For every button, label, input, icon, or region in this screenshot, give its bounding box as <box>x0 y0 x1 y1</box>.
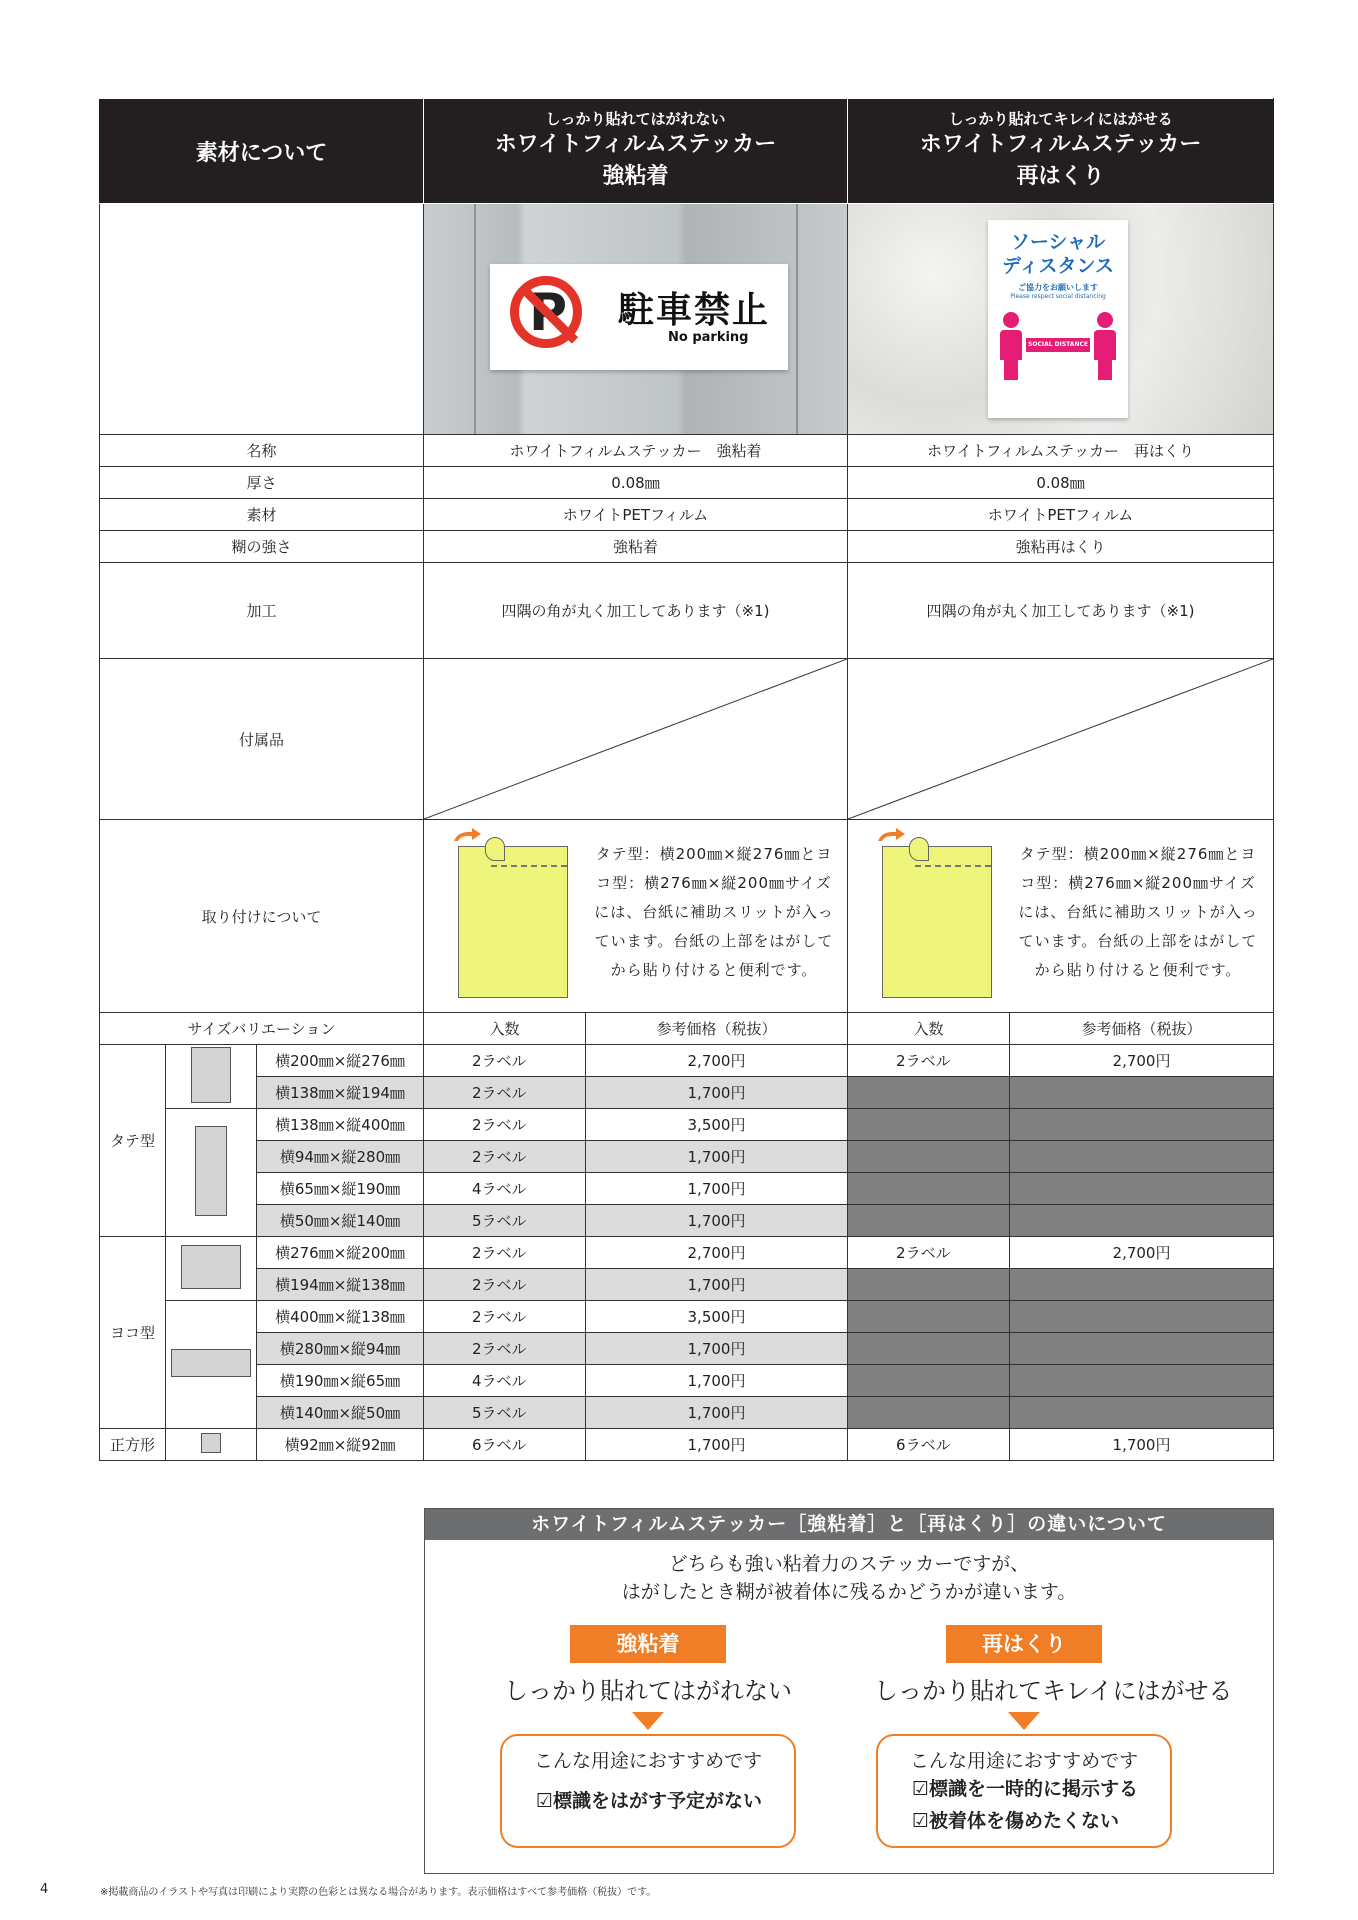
header-left: 素材について <box>100 99 424 204</box>
spec-row-name: 名称 ホワイトフィルムステッカー 強粘着 ホワイトフィルムステッカー 再はくり <box>100 435 1274 467</box>
shape-icon <box>166 1429 257 1461</box>
down-triangle-icon <box>1008 1712 1040 1730</box>
backing-sheet-icon <box>882 846 992 998</box>
photo-row <box>100 204 1274 435</box>
size-header-row: サイズバリエーション 入数 参考価格（税抜） 入数 参考価格（税抜） <box>100 1013 1274 1045</box>
spec-row-material: 素材 ホワイトPETフィルム ホワイトPETフィルム <box>100 499 1274 531</box>
unavailable-cell <box>1010 1301 1274 1333</box>
header-product-a: しっかり貼れてはがれない ホワイトフィルムステッカー 強粘着 <box>424 99 848 204</box>
person-icon <box>1000 312 1022 382</box>
group-square: 正方形 <box>100 1429 166 1461</box>
unavailable-cell <box>1010 1269 1274 1301</box>
unavailable-cell <box>848 1333 1010 1365</box>
unavailable-cell <box>848 1397 1010 1429</box>
header-product-b: しっかり貼れてキレイにはがせる ホワイトフィルムステッカー 再はくり <box>848 99 1274 204</box>
size-row: 横50㎜×縦140㎜ 5ラベル 1,700円 <box>100 1205 1274 1237</box>
no-parking-icon <box>510 276 582 348</box>
size-row: タテ型 横200㎜×縦276㎜ 2ラベル 2,700円 2ラベル 2,700円 <box>100 1045 1274 1077</box>
unavailable-cell <box>848 1109 1010 1141</box>
header-row <box>100 99 1274 204</box>
recommend-box: こんな用途におすすめです ☑標識を一時的に掲示する ☑被着体を傷めたくない <box>876 1734 1172 1848</box>
unavailable-cell <box>1010 1077 1274 1109</box>
distance-arrow: SOCIAL DISTANCE <box>1026 338 1090 352</box>
size-row: 横190㎜×縦65㎜ 4ラベル 1,700円 <box>100 1365 1274 1397</box>
mounting-b: タテ型：横200㎜×縦276㎜とヨコ型：横276㎜×縦200㎜サイズには、台紙に補助スリットが入っています。台紙の上部をはがしてから貼り付けると便利です。 <box>848 820 1274 1013</box>
size-row: 横94㎜×縦280㎜ 2ラベル 1,700円 <box>100 1141 1274 1173</box>
photo-strong-adhesive <box>424 204 848 435</box>
comparison-intro: どちらも強い粘着力のステッカーですが、 はがしたとき糊が被着体に残るかどうかが違います。 <box>621 1553 1077 1603</box>
unavailable-cell <box>1010 1141 1274 1173</box>
size-row: 横65㎜×縦190㎜ 4ラベル 1,700円 <box>100 1173 1274 1205</box>
footer-note: ※掲載商品のイラストや写真は印刷により実際の色彩とは異なる場合があります。表示価格はすべて参考価格（税抜）です。 <box>100 1887 657 1898</box>
recommend-box: こんな用途におすすめです ☑標識をはがす予定がない <box>500 1734 796 1848</box>
accessories-row: 付属品 <box>100 659 1274 820</box>
comparison-box <box>424 1508 1274 1874</box>
mounting-a: タテ型：横200㎜×縦276㎜とヨコ型：横276㎜×縦200㎜サイズには、台紙に補助スリットが入っています。台紙の上部をはがしてから貼り付けると便利です。 <box>424 820 848 1013</box>
photo-label-empty <box>100 204 424 435</box>
unavailable-cell <box>848 1365 1010 1397</box>
comparison-strong: 強粘着 しっかり貼れてはがれない こんな用途におすすめです ☑標識をはがす予定がない <box>498 1625 798 1848</box>
unavailable-cell <box>848 1301 1010 1333</box>
sign-text-en: No parking <box>668 330 749 345</box>
unavailable-cell <box>848 1141 1010 1173</box>
unavailable-cell <box>1010 1109 1274 1141</box>
peel-arrow-icon <box>876 828 906 842</box>
person-icon <box>1094 312 1116 382</box>
unavailable-cell <box>848 1173 1010 1205</box>
spec-row-processing: 加工 四隅の角が丸く加工してあります（※1) 四隅の角が丸く加工してあります（※1) <box>100 563 1274 659</box>
backing-sheet-icon <box>458 846 568 998</box>
spec-row-thickness: 厚さ 0.08㎜ 0.08㎜ <box>100 467 1274 499</box>
size-row: ヨコ型 横276㎜×縦200㎜ 2ラベル 2,700円 2ラベル 2,700円 <box>100 1237 1274 1269</box>
spec-row-adhesion: 糊の強さ 強粘着 強粘再はくり <box>100 531 1274 563</box>
group-tate: タテ型 <box>100 1045 166 1237</box>
size-row: 横138㎜×縦194㎜ 2ラベル 1,700円 <box>100 1077 1274 1109</box>
shape-icon <box>166 1301 257 1429</box>
unavailable-cell <box>1010 1205 1274 1237</box>
accessories-none-a <box>424 659 848 820</box>
size-row: 正方形 横92㎜×縦92㎜ 6ラベル 1,700円 6ラベル 1,700円 <box>100 1429 1274 1461</box>
photo-removable <box>848 204 1274 435</box>
badge-removable: 再はくり <box>946 1625 1102 1663</box>
accessories-none-b <box>848 659 1274 820</box>
sign-text-jp: 駐車禁止 <box>618 290 771 331</box>
unavailable-cell <box>1010 1333 1274 1365</box>
size-row: 横140㎜×縦50㎜ 5ラベル 1,700円 <box>100 1397 1274 1429</box>
comparison-removable: 再はくり しっかり貼れてキレイにはがせる こんな用途におすすめです ☑標識を一時的に掲示する ☑被着体を傷めたくない <box>874 1625 1174 1848</box>
social-distance-sign: ソーシャル ディスタンス ご協力をお願いします Please respect social distancing SOCIAL DISTANCE <box>988 220 1128 418</box>
spec-table-wrapper <box>99 98 1273 1461</box>
size-row: 横280㎜×縦94㎜ 2ラベル 1,700円 <box>100 1333 1274 1365</box>
group-yoko: ヨコ型 <box>100 1237 166 1429</box>
unavailable-cell <box>1010 1397 1274 1429</box>
shape-icon <box>166 1045 257 1109</box>
unavailable-cell <box>848 1269 1010 1301</box>
no-parking-sign <box>490 264 788 370</box>
shape-icon <box>166 1109 257 1237</box>
size-row: 横194㎜×縦138㎜ 2ラベル 1,700円 <box>100 1269 1274 1301</box>
spec-table <box>99 98 1274 1461</box>
badge-strong: 強粘着 <box>570 1625 726 1663</box>
unavailable-cell <box>1010 1173 1274 1205</box>
size-row: 横138㎜×縦400㎜ 2ラベル 3,500円 <box>100 1109 1274 1141</box>
size-row: 横400㎜×縦138㎜ 2ラベル 3,500円 <box>100 1301 1274 1333</box>
unavailable-cell <box>1010 1365 1274 1397</box>
comparison-title: ホワイトフィルムステッカー［強粘着］と［再はくり］の違いについて <box>425 1509 1273 1540</box>
page-number: 4 <box>40 1882 49 1897</box>
down-triangle-icon <box>632 1712 664 1730</box>
peel-arrow-icon <box>452 828 482 842</box>
unavailable-cell <box>848 1077 1010 1109</box>
unavailable-cell <box>848 1205 1010 1237</box>
mounting-row: 取り付けについて タテ型：横200㎜×縦276㎜とヨコ型：横276㎜×縦200㎜サイズには、台紙に補助スリットが入っています。台紙の上部をはがしてから貼り付けると便利です。 タテ型：横200㎜×縦276㎜とヨコ型：横276㎜×縦200㎜サイズには、台紙に補助スリットが入っています。台紙の上部をはがしてから貼り付けると便利です。 <box>100 820 1274 1013</box>
shape-icon <box>166 1237 257 1301</box>
